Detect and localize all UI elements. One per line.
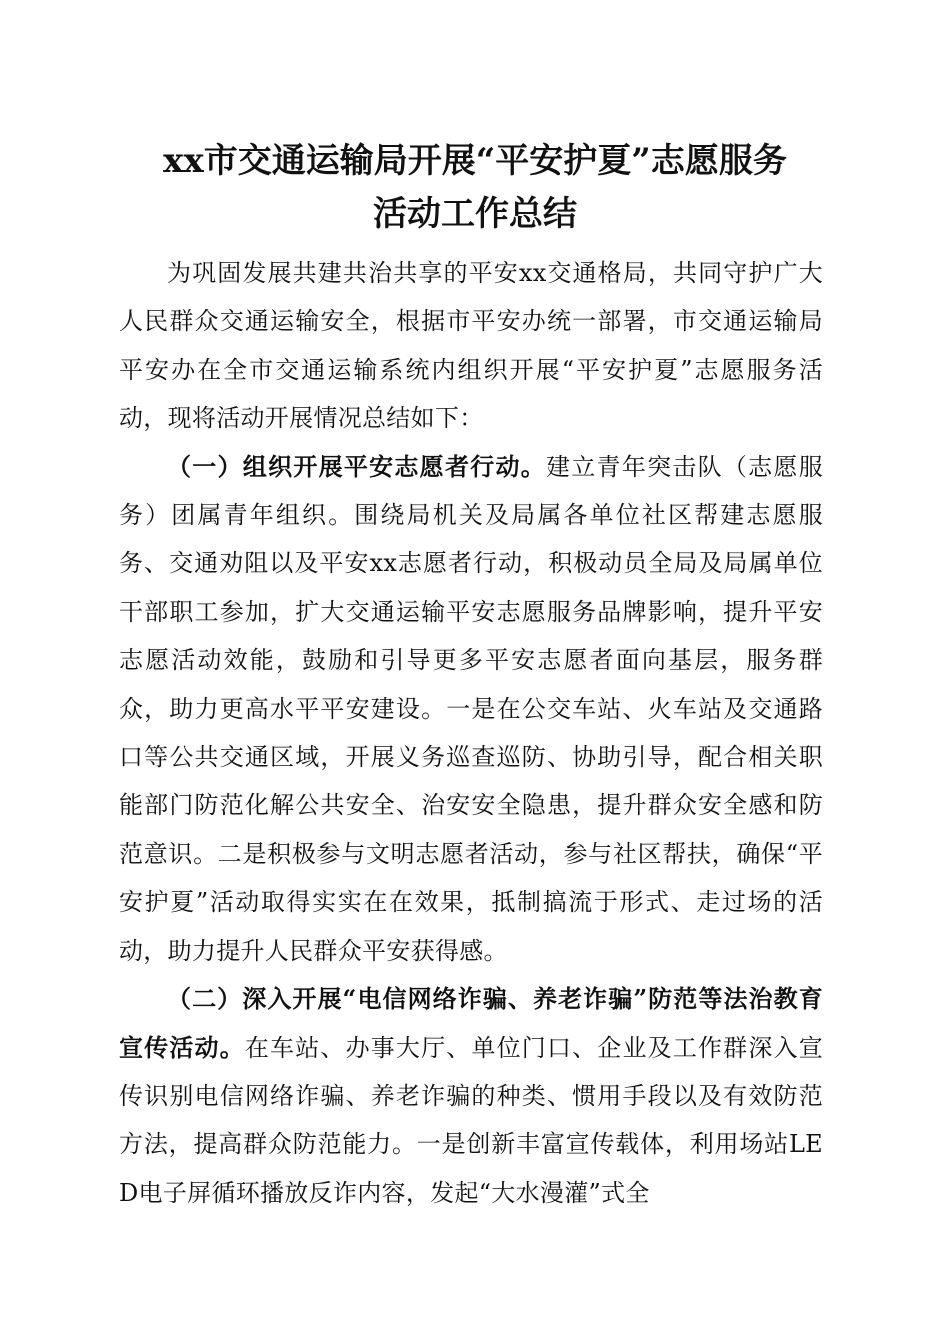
intro-paragraph: 为巩固发展共建共治共享的平安xx交通格局，共同守护广大人民群众交通运输安全，根据市平安办统一部署，市交通运输局平安办在全市交通运输系统内组织开展“平安护夏”志愿服务活动，现将活动开展情况总结如下： <box>119 259 823 433</box>
title-line-1: xx市交通运输局开展“平安护夏”志愿服务 <box>163 141 787 181</box>
title-line-2: 活动工作总结 <box>373 194 577 234</box>
document-body <box>119 249 823 1217</box>
section-1-heading: （一）组织开展平安志愿者行动。 <box>167 451 547 481</box>
document-title <box>100 135 850 241</box>
section-1-body: 建立青年突击队（志愿服务）团属青年组织。围绕局机关及局属各单位社区帮建志愿服务、交通劝阻以及平安xx志愿者行动，积极动员全局及局属单位干部职工参加，扩大交通运输平安志愿服务品牌影响，提升平安志愿活动效能，鼓励和引导更多平安志愿者面向基层，服务群众，助力更高水平平安建设。一是在公交车站、火车站及交通路口等公共交通区域，开展义务巡查巡防、协助引导，配合相关职能部门防范化解公共安全、治安安全隐患，提升群众安全感和防范意识。二是积极参与文明志愿者活动，参与社区帮扶，确保“平安护夏”活动取得实实在在效果，抵制搞流于形式、走过场的活动，助力提升人民群众平安获得感。 <box>119 452 823 965</box>
section-2-heading: （二）深入开展“电信网络诈骗、养老诈骗”防范等法治教育宣传活动。 <box>119 984 823 1062</box>
section-2-body: 在车站、办事大厅、单位门口、企业及工作群深入宣传识别电信网络诈骗、养老诈骗的种类、惯用手段以及有效防范方法，提高群众防范能力。一是创新丰富宣传载体，利用场站LED电子屏循环播放反诈内容，发起“大水漫灌”式全 <box>119 1033 823 1207</box>
section-1-paragraph <box>119 443 823 975</box>
section-2-paragraph <box>119 975 823 1217</box>
